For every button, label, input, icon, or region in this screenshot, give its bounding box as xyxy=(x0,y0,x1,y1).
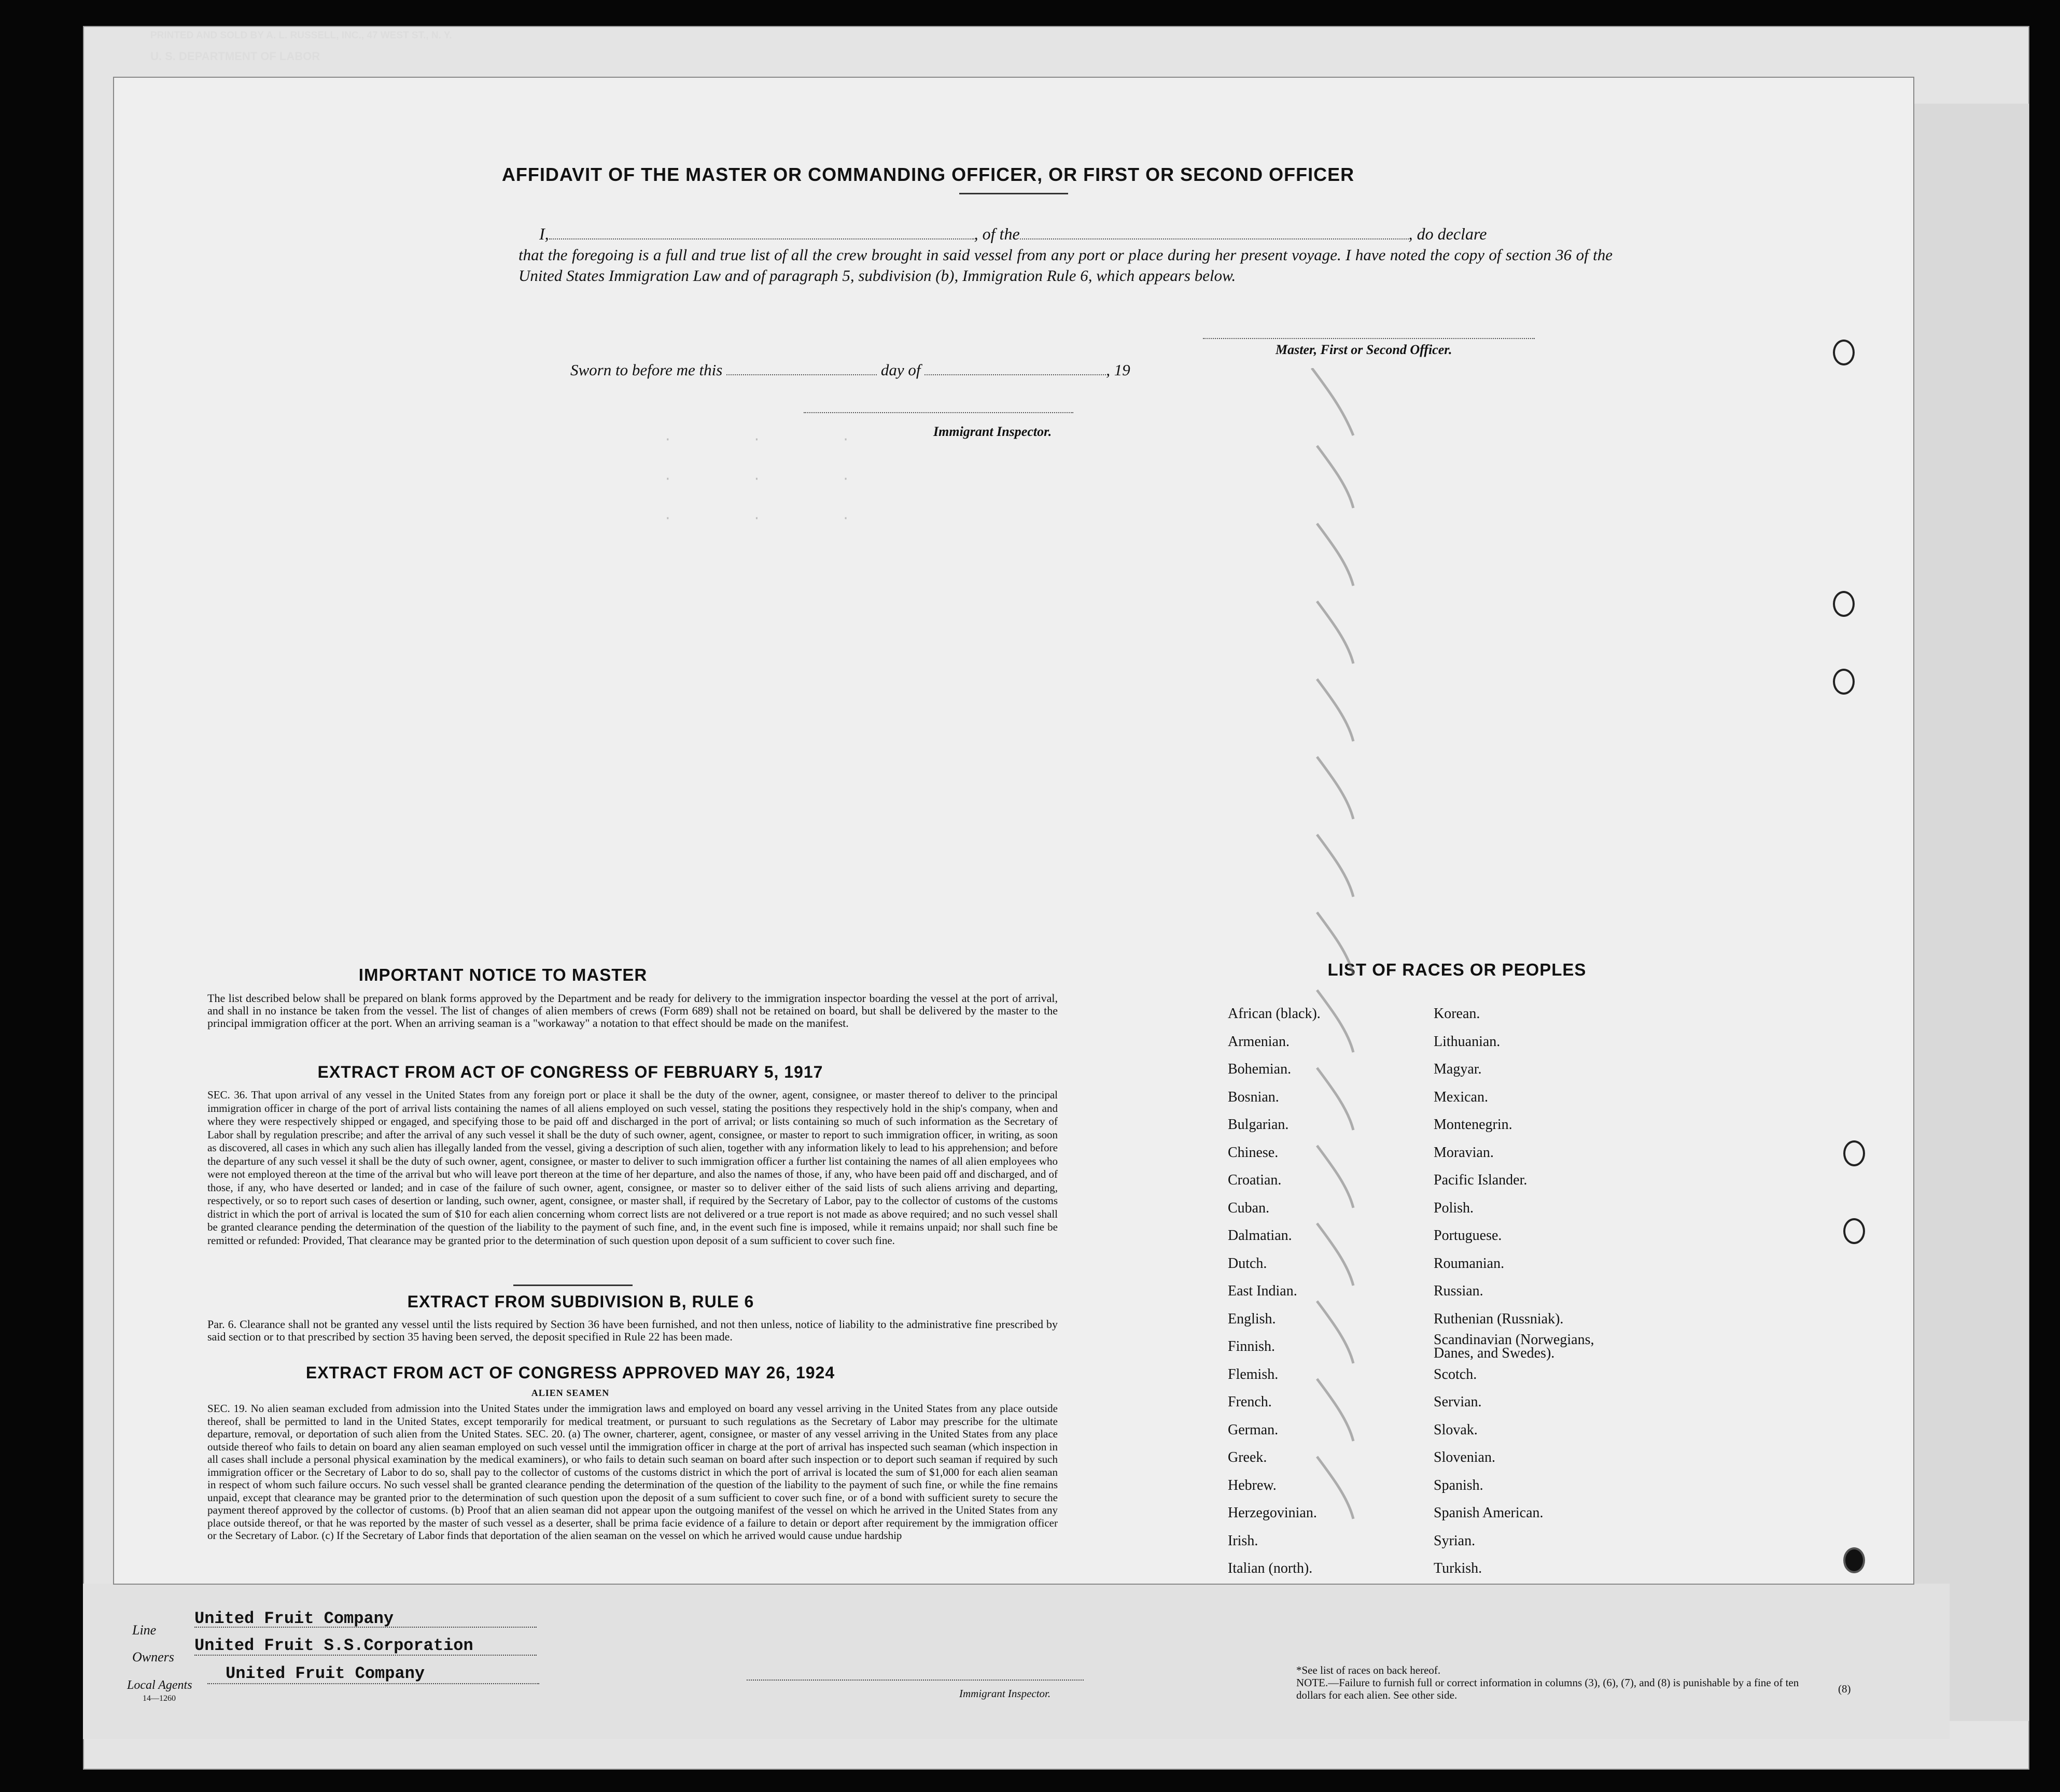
race-item: Magyar. xyxy=(1434,1061,1482,1077)
manifest-footer-strip xyxy=(83,1584,1950,1739)
race-item: Bulgarian. xyxy=(1228,1117,1289,1133)
footer-inspector-rule xyxy=(747,1680,1084,1681)
races-title: LIST OF RACES OR PEOPLES xyxy=(1327,960,1587,979)
extract-rule6-title: EXTRACT FROM SUBDIVISION B, RULE 6 xyxy=(407,1292,754,1311)
extract-1924-body: SEC. 19. No alien seaman excluded from admission into the United States under the immigration laws and employed on board any vessel arriving in the United States from any place outside thereof, shall be permitted to land in the United States, except temporarily for medical treatment, or pursuant to such regulations as the Secretary of Labor may prescribe for the ultimate departure, removal, or deportation of such alien from the United States. SEC. 20. (a) The owner, charterer, agent, consignee, or master of any vessel arriving in the United States from any place outside thereof who fails to detain on board any alien seaman employed on such vessel until the immigration officer in charge at the port of arrival has inspected such seaman (which inspection in all cases shall include a personal physical examination by the medical examiners), or who fails to detain such seaman on board after such inspection or to deport such seaman if required by such immigration officer or the Secretary of Labor to do so, shall pay to the collector of customs of the customs district in which the port of arrival is located the sum of $1,000 for each alien seaman in respect of whom such failure occurs. No such vessel shall be granted clearance pending the determination of the question of the liability to the payment of such fine, or while the fine remains unpaid, except that clearance may be granted prior to the determination of such question upon the deposit of a sum sufficient to cover such fine, or of a bond with sufficient surety to secure the payment thereof approved by the collector of customs. (b) Proof that an alien seaman did not appear upon the outgoing manifest of the vessel on which he arrived in the United States from any place outside thereof, or that he was reported by the master of such vessel as a deserter, shall be prima facie evidence of a failure to detain or deport after requirement by the immigration officer or the Secretary of Labor. (c) If the Secretary of Labor finds that deportation of the alien seaman on the vessel on which he arrived would cause undue hardship xyxy=(207,1402,1058,1542)
punch-hole xyxy=(1833,340,1855,365)
column-stub: (8) xyxy=(1838,1683,1851,1695)
inspector-label: Immigrant Inspector. xyxy=(933,424,1052,439)
owners-label: Owners xyxy=(132,1649,174,1664)
race-item: German. xyxy=(1228,1421,1279,1438)
line-value: United Fruit Company xyxy=(194,1609,394,1628)
signature-label: Master, First or Second Officer. xyxy=(1276,342,1452,357)
race-item: Turkish. xyxy=(1434,1560,1482,1576)
race-item: Russian. xyxy=(1434,1283,1483,1299)
race-item: Dalmatian. xyxy=(1228,1227,1292,1244)
race-item: Mexican. xyxy=(1434,1089,1488,1105)
punch-hole xyxy=(1843,1547,1865,1573)
race-item: Portuguese. xyxy=(1434,1227,1502,1244)
race-item: Dutch. xyxy=(1228,1255,1267,1272)
form-number: 14—1260 xyxy=(143,1694,176,1703)
race-item: Korean. xyxy=(1434,1006,1480,1022)
race-item: Bohemian. xyxy=(1228,1061,1292,1077)
race-item: Croatian. xyxy=(1228,1172,1282,1188)
race-item: Spanish. xyxy=(1434,1477,1483,1493)
title-rule xyxy=(959,193,1068,194)
race-item: Slovak. xyxy=(1434,1421,1478,1438)
sworn-line: Sworn to before me this day of , 19 xyxy=(570,361,1130,379)
race-item: Finnish. xyxy=(1228,1338,1276,1354)
affidavit-declare-line: I, , of the , do declare xyxy=(539,224,1487,243)
section-rule-1 xyxy=(513,1285,633,1286)
race-item: French. xyxy=(1228,1394,1272,1410)
punch-hole xyxy=(1833,669,1855,695)
footer-inspector-label: Immigrant Inspector. xyxy=(959,1687,1051,1700)
notice-body: The list described below shall be prepared on blank forms approved by the Department and be ready for delivery to the immigration inspector boarding the vessel at the port of arrival, and shall in no instance be taken from the vessel. The list of changes of alien members of crews (Form 689) shall not be retained on board, but shall be delivered by the master to the principal immigration officer at the port. When an arriving seaman is a "workaway" a notation to that effect should be made on the manifest. xyxy=(207,992,1058,1029)
extract-1924-subtitle: ALIEN SEAMEN xyxy=(531,1388,610,1398)
ghost-manifest-marks: · · · · · · · · · xyxy=(664,432,850,526)
extract-rule6-body: Par. 6. Clearance shall not be granted any vessel until the lists required by Section 36 have been furnished, and not then unless, notice of liability to the administrative fine prescribed by said section or to that prescribed by section 35 having been served, the deposit specified in Rule 22 has been made. xyxy=(207,1318,1058,1343)
printer-imprint: PRINTED AND SOLD BY A. L. RUSSELL, INC., 47 WEST ST., N. Y. xyxy=(150,30,452,41)
race-item: Cuban. xyxy=(1228,1200,1270,1216)
notice-title: IMPORTANT NOTICE TO MASTER xyxy=(358,965,648,984)
agents-label: Local Agents xyxy=(127,1678,192,1692)
race-item: Slovenian. xyxy=(1434,1449,1495,1465)
affidavit-title: AFFIDAVIT OF THE MASTER OR COMMANDING OFFICER, OR FIRST OR SECOND OFFICER xyxy=(501,164,1355,185)
race-item: Italian (north). xyxy=(1228,1560,1313,1576)
race-item: English. xyxy=(1228,1310,1276,1327)
race-item: Bosnian. xyxy=(1228,1089,1279,1105)
race-item: Pacific Islander. xyxy=(1434,1172,1528,1188)
agents-value: United Fruit Company xyxy=(226,1664,425,1683)
race-item: Hebrew. xyxy=(1228,1477,1277,1493)
race-item: Spanish American. xyxy=(1434,1505,1544,1521)
race-item: Scotch. xyxy=(1434,1366,1477,1382)
race-item: Herzegovinian. xyxy=(1228,1505,1317,1521)
extract-1917-body: SEC. 36. That upon arrival of any vessel in the United States from any foreign port or place it shall be the duty of the owner, agent, consignee, or master thereof to deliver to the principal immigration officer in charge of the port of arrival lists containing the names of all aliens employed on such vessel, stating the positions they respectively hold in the ship's company, when and where they were respectively shipped or engaged, and specifying those to be paid off and discharged in the port of arrival; or lists containing so much of such information as the Secretary of Labor shall by regulation prescribe; and after the arrival of any such vessel it shall be the duty of such owner, agent, consignee, or master to report to such immigration officer, in writing, as soon as discovered, all cases in which any such alien has illegally landed from the vessel, giving a description of such alien, together with any information likely to lead to his apprehension; and before the departure of any such vessel it shall be the duty of such owner, agent, consignee, or master to deliver to such immigration officer a further list containing the names of all alien employees who were not employed thereon at the time of the arrival but who will leave port thereon at the time of her departure, and also the names of those, if any, who have been paid off and discharged, and of those, if any, who have deserted or landed; and in case of the failure of such owner, agent, consignee, or master so to deliver either of the said lists of such aliens arriving and departing, respectively, or so to report such cases of desertion or landing, such owner, agent, consignee, or master shall, if required by the Secretary of Labor, pay to the collector of customs of the customs district in which the port of arrival is located the sum of $10 for each alien concerning whom correct lists are not delivered or a true report is not made as above required; and no such vessel shall be granted clearance pending the determination of the question of the liability to the payment of such fine, and, in the event such fine is imposed, while it remains unpaid; nor shall such fine be remitted or refunded: Provided, That clearance may be granted prior to the determination of such question upon deposit of a sum sufficient to cover such fine. xyxy=(207,1089,1058,1247)
race-item: Greek. xyxy=(1228,1449,1267,1465)
race-item: Montenegrin. xyxy=(1434,1117,1512,1133)
signature-line xyxy=(1203,338,1535,339)
race-item: Polish. xyxy=(1434,1200,1474,1216)
race-item: Armenian. xyxy=(1228,1033,1290,1050)
race-item: Lithuanian. xyxy=(1434,1033,1501,1050)
department-imprint: U. S. DEPARTMENT OF LABOR xyxy=(150,50,320,63)
agents-rule xyxy=(207,1683,539,1684)
extract-1924-title: EXTRACT FROM ACT OF CONGRESS APPROVED MAY 26, 1924 xyxy=(305,1363,835,1382)
handwritten-check-marks xyxy=(1296,368,1390,1581)
race-item: African (black). xyxy=(1228,1006,1321,1022)
inspector-line xyxy=(804,412,1073,413)
race-item: Flemish. xyxy=(1228,1366,1279,1382)
race-item: Scandinavian (Norwegians, Danes, and Swedes). xyxy=(1434,1332,1594,1361)
race-item: East Indian. xyxy=(1228,1283,1297,1299)
line-label: Line xyxy=(132,1622,157,1638)
race-item: Ruthenian (Russniak). xyxy=(1434,1310,1564,1327)
owners-value: United Fruit S.S.Corporation xyxy=(194,1636,473,1655)
race-item: Chinese. xyxy=(1228,1144,1279,1161)
race-item: Roumanian. xyxy=(1434,1255,1505,1272)
races-note: *See list of races on back hereof. xyxy=(1296,1664,1441,1676)
extract-1917-title: EXTRACT FROM ACT OF CONGRESS OF FEBRUARY 5, 1917 xyxy=(317,1063,823,1081)
fine-note: NOTE.—Failure to furnish full or correct information in columns (3), (6), (7), and (8) is punishable by a fine of ten dollars for each alien. See other side. xyxy=(1296,1676,1799,1701)
race-item: Moravian. xyxy=(1434,1144,1494,1161)
affidavit-sheet xyxy=(114,78,1913,1584)
affidavit-body: that the foregoing is a full and true list of all the crew brought in said vessel from any port or place during her present voyage. I have noted the copy of section 36 of the United States Immigration Law and of paragraph 5, subdivision (b), Immigration Rule 6, which appears below. xyxy=(518,246,1613,285)
race-item: Irish. xyxy=(1228,1532,1258,1549)
punch-hole xyxy=(1843,1140,1865,1166)
race-item: Servian. xyxy=(1434,1394,1482,1410)
punch-hole xyxy=(1843,1218,1865,1244)
punch-hole xyxy=(1833,591,1855,617)
race-item: Syrian. xyxy=(1434,1532,1476,1549)
